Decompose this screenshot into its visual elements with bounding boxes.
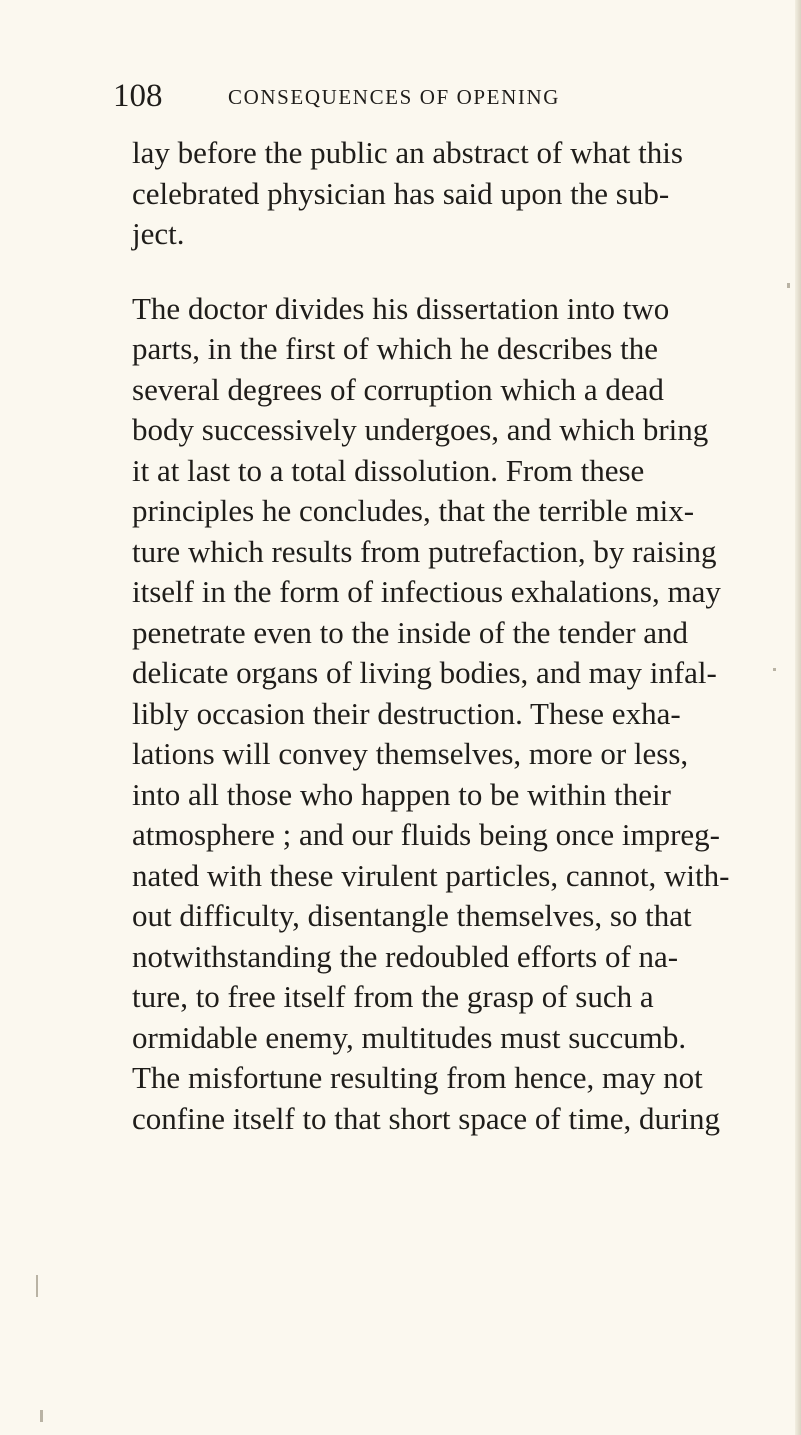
text-line: The misfortune resulting from hence, may not	[132, 1060, 703, 1095]
text-line: atmosphere ; and our fluids being once impreg-	[132, 817, 720, 852]
page-number: 108	[113, 78, 163, 114]
scan-speck	[36, 1275, 38, 1297]
text-line: notwithstanding the redoubled efforts of na-	[132, 938, 679, 974]
page-edge-shadow	[795, 0, 801, 1435]
text-line: ture, to free itself from the grasp of such a	[132, 979, 654, 1014]
text-line: lations will convey themselves, more or less,	[132, 736, 689, 771]
text-line: it at last to a total dissolution. From these	[132, 452, 645, 488]
text-line: body successively undergoes, and which bring	[132, 412, 709, 447]
text-line: libly occasion their destruction. These exha-	[132, 695, 681, 731]
scan-speck	[787, 283, 790, 288]
text-line: celebrated physician has said upon the sub-	[132, 175, 670, 211]
text-line: confine itself to that short space of time, during	[132, 1100, 720, 1136]
text-line: ject.	[132, 216, 185, 251]
paragraph-1	[132, 133, 742, 255]
text-line: nated with these virulent particles, cannot, with-	[132, 857, 730, 893]
text-line: principles he concludes, that the terrible mix-	[132, 493, 695, 528]
scan-speck	[773, 668, 776, 671]
body-text	[132, 133, 742, 1139]
text-line: The doctor divides his dissertation into two	[132, 290, 670, 326]
paragraph-gap	[132, 255, 742, 289]
text-line: ture which results from putrefaction, by raising	[132, 533, 717, 569]
text-line: penetrate even to the inside of the tender and	[132, 614, 689, 650]
text-line: delicate organs of living bodies, and may infal-	[132, 655, 717, 690]
page-header	[113, 76, 713, 116]
text-line: itself in the form of infectious exhalations, may	[132, 574, 721, 609]
text-line: into all those who happen to be within their	[132, 776, 671, 812]
running-head: CONSEQUENCES OF OPENING	[228, 85, 560, 109]
text-line: several degrees of corruption which a dead	[132, 371, 664, 407]
text-line: lay before the public an abstract of what this	[132, 135, 683, 170]
text-line: out difficulty, disentangle themselves, so that	[132, 898, 692, 933]
scan-speck	[40, 1410, 43, 1422]
text-line: parts, in the first of which he describes the	[132, 331, 658, 366]
text-line: ormidable enemy, multitudes must succumb.	[132, 1019, 687, 1055]
paragraph-2	[132, 289, 742, 1140]
